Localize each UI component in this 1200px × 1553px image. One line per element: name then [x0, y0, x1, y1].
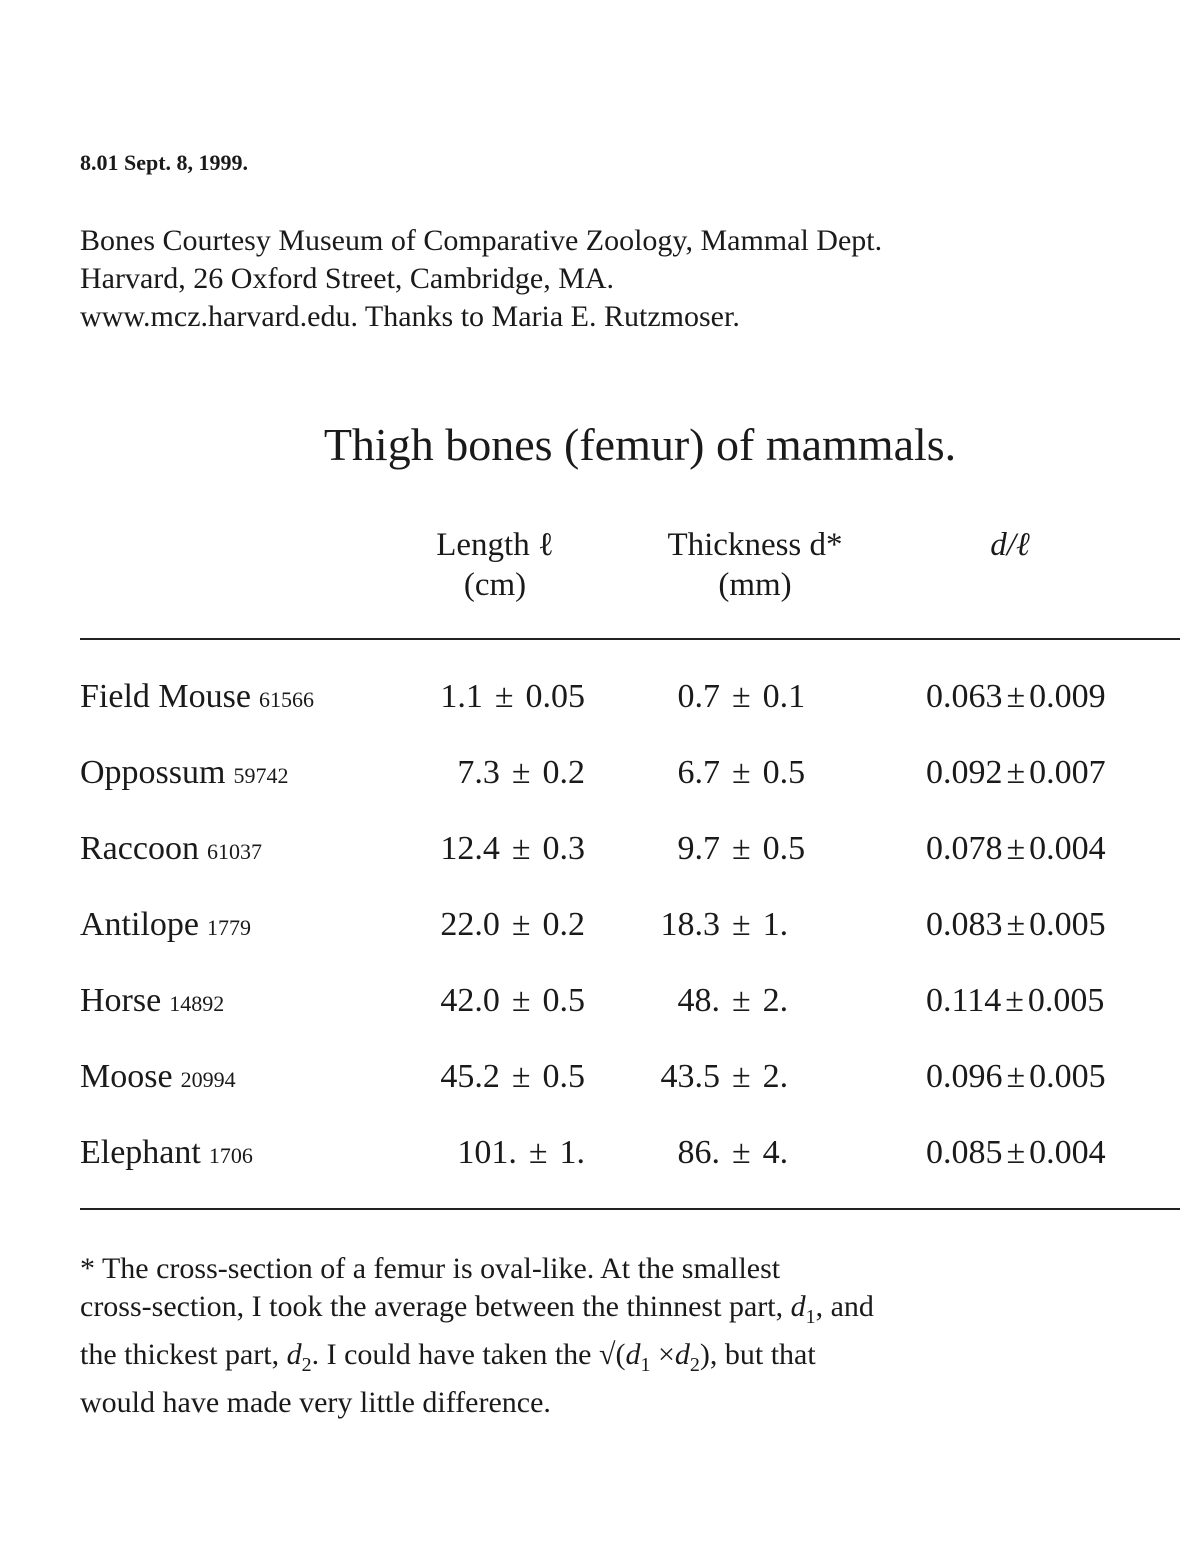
- column-header-thickness-unit: (mm): [718, 567, 792, 603]
- plus-minus-symbol: ±: [511, 1058, 531, 1095]
- column-header-ratio: [960, 525, 1060, 565]
- table-row: [0, 906, 1200, 966]
- ratio-error: 0.005: [1027, 982, 1105, 1019]
- length-cell: [440, 982, 585, 1020]
- row-name-cell: [80, 1058, 236, 1096]
- animal-name: Field Mouse: [80, 678, 251, 715]
- length-value: 22.0: [440, 906, 500, 943]
- catalog-number: 1779: [206, 915, 251, 940]
- ratio-value: 0.078: [926, 830, 1003, 867]
- length-cell: [440, 1058, 585, 1096]
- thickness-value: 48.: [677, 982, 720, 1019]
- length-value: 12.4: [440, 830, 500, 867]
- catalog-number: 14892: [169, 991, 225, 1016]
- plus-minus-symbol: ±: [1006, 678, 1026, 715]
- length-error: 1.: [559, 1134, 585, 1171]
- length-error: 0.5: [542, 1058, 585, 1095]
- footnote-line-1: * The cross-section of a femur is oval-like. At the smallest: [80, 1252, 781, 1285]
- plus-minus-symbol: ±: [511, 982, 531, 1019]
- plus-minus-symbol: ±: [732, 830, 751, 867]
- catalog-number: 61037: [206, 839, 262, 864]
- plus-minus-symbol: ±: [1006, 906, 1026, 943]
- ratio-value: 0.096: [926, 1058, 1003, 1095]
- length-cell: [457, 1134, 585, 1172]
- plus-minus-symbol: ±: [732, 1134, 751, 1171]
- thickness-error: 4.: [762, 1134, 789, 1171]
- ratio-error: 0.009: [1029, 678, 1106, 715]
- length-value: 1.1: [440, 678, 483, 715]
- column-header-length-unit: (cm): [463, 567, 527, 603]
- thickness-error: 1.: [762, 906, 789, 943]
- ratio-value: 0.063: [926, 678, 1003, 715]
- table-row: [0, 754, 1200, 814]
- credits-line-1: Bones Courtesy Museum of Comparative Zoology, Mammal Dept.: [80, 224, 883, 257]
- plus-minus-symbol: ±: [732, 982, 751, 1019]
- thickness-cell: [640, 1134, 788, 1172]
- ratio-error: 0.005: [1029, 1058, 1106, 1095]
- animal-name: Elephant: [80, 1134, 201, 1171]
- plus-minus-symbol: ±: [1005, 982, 1024, 1019]
- table-bottom-rule: [80, 1208, 1180, 1210]
- thickness-value: 9.7: [677, 830, 720, 867]
- thickness-error: 0.1: [762, 678, 806, 715]
- row-name-cell: [80, 830, 262, 868]
- thickness-value: 86.: [677, 1134, 720, 1171]
- thickness-value: 6.7: [677, 754, 720, 791]
- catalog-number: 20994: [180, 1067, 236, 1092]
- table-row: [0, 1058, 1200, 1118]
- credits-block: [80, 222, 882, 336]
- ratio-value: 0.083: [926, 906, 1003, 943]
- document-date: 8.01 Sept. 8, 1999.: [80, 150, 249, 175]
- length-cell: [457, 754, 585, 792]
- column-header-ratio-label: d/ℓ: [990, 527, 1030, 563]
- plus-minus-symbol: ±: [511, 754, 531, 791]
- thickness-error: 2.: [762, 1058, 789, 1095]
- ratio-cell: [926, 1134, 1106, 1172]
- ratio-value: 0.092: [926, 754, 1003, 791]
- thickness-value: 43.5: [660, 1058, 720, 1095]
- table-row: [0, 1134, 1200, 1194]
- row-name-cell: [80, 982, 224, 1020]
- plus-minus-symbol: ±: [528, 1134, 548, 1171]
- ratio-cell: [926, 906, 1106, 944]
- ratio-cell: [926, 678, 1106, 716]
- column-header-length-label: Length ℓ: [436, 527, 554, 563]
- row-name-cell: [80, 678, 314, 716]
- thickness-cell: [640, 1058, 788, 1096]
- plus-minus-symbol: ±: [732, 906, 751, 943]
- animal-name: Oppossum: [80, 754, 226, 791]
- thickness-cell: [640, 906, 788, 944]
- plus-minus-symbol: ±: [511, 906, 531, 943]
- catalog-number: 1706: [208, 1143, 253, 1168]
- ratio-value: 0.085: [926, 1134, 1003, 1171]
- thickness-error: 0.5: [762, 754, 806, 791]
- thickness-cell: [640, 982, 788, 1020]
- credits-line-2: Harvard, 26 Oxford Street, Cambridge, MA.: [80, 262, 615, 295]
- length-value: 101.: [457, 1134, 517, 1171]
- footnote-line-4: would have made very little difference.: [80, 1386, 551, 1419]
- column-header-thickness: [640, 525, 870, 605]
- ratio-error: 0.004: [1029, 830, 1106, 867]
- plus-minus-symbol: ±: [494, 678, 514, 715]
- length-error: 0.05: [525, 678, 585, 715]
- column-header-thickness-label: Thickness d*: [667, 527, 843, 563]
- column-header-length: [410, 525, 580, 605]
- thickness-error: 2.: [762, 982, 789, 1019]
- table-row: [0, 982, 1200, 1042]
- animal-name: Antilope: [80, 906, 199, 943]
- footnote-line-3: the thickest part, $d_2$. I could have taken the $√(d_1 \times d_2)$, but that: [80, 1338, 816, 1376]
- thickness-value: 0.7: [677, 678, 720, 715]
- footnote: [80, 1250, 1170, 1422]
- plus-minus-symbol: ±: [732, 754, 751, 791]
- plus-minus-symbol: ±: [732, 1058, 751, 1095]
- ratio-cell: [926, 830, 1106, 868]
- length-value: 45.2: [440, 1058, 500, 1095]
- plus-minus-symbol: ±: [1006, 1134, 1026, 1171]
- table-row: [0, 830, 1200, 890]
- plus-minus-symbol: ±: [511, 830, 531, 867]
- length-value: 7.3: [457, 754, 500, 791]
- ratio-cell: [926, 1058, 1106, 1096]
- ratio-error: 0.007: [1029, 754, 1106, 791]
- thickness-cell: [640, 754, 805, 792]
- table-title: Thigh bones (femur) of mammals.: [323, 419, 957, 470]
- table-row: [0, 678, 1200, 738]
- thickness-cell: [640, 830, 805, 868]
- length-cell: [440, 906, 585, 944]
- length-cell: [440, 678, 585, 716]
- length-value: 42.0: [440, 982, 500, 1019]
- plus-minus-symbol: ±: [1006, 1058, 1026, 1095]
- ratio-value: 0.114: [926, 982, 1002, 1019]
- plus-minus-symbol: ±: [1006, 754, 1026, 791]
- ratio-cell: [926, 982, 1104, 1020]
- animal-name: Horse: [80, 982, 162, 1019]
- credits-line-3: www.mcz.harvard.edu. Thanks to Maria E. Rutzmoser.: [80, 300, 740, 333]
- length-cell: [440, 830, 585, 868]
- ratio-error: 0.004: [1029, 1134, 1106, 1171]
- thickness-value: 18.3: [660, 906, 720, 943]
- catalog-number: 59742: [233, 763, 289, 788]
- length-error: 0.3: [542, 830, 585, 867]
- table-top-rule: [80, 638, 1180, 640]
- row-name-cell: [80, 754, 288, 792]
- catalog-number: 61566: [258, 687, 314, 712]
- length-error: 0.5: [542, 982, 585, 1019]
- ratio-cell: [926, 754, 1106, 792]
- animal-name: Raccoon: [80, 830, 199, 867]
- length-error: 0.2: [542, 754, 585, 791]
- footnote-line-2: cross-section, I took the average between the thinnest part, $d_1$, and: [80, 1290, 874, 1328]
- ratio-error: 0.005: [1029, 906, 1106, 943]
- row-name-cell: [80, 1134, 253, 1172]
- length-error: 0.2: [542, 906, 585, 943]
- thickness-error: 0.5: [762, 830, 806, 867]
- thickness-cell: [640, 678, 805, 716]
- plus-minus-symbol: ±: [732, 678, 751, 715]
- row-name-cell: [80, 906, 251, 944]
- plus-minus-symbol: ±: [1006, 830, 1026, 867]
- animal-name: Moose: [80, 1058, 173, 1095]
